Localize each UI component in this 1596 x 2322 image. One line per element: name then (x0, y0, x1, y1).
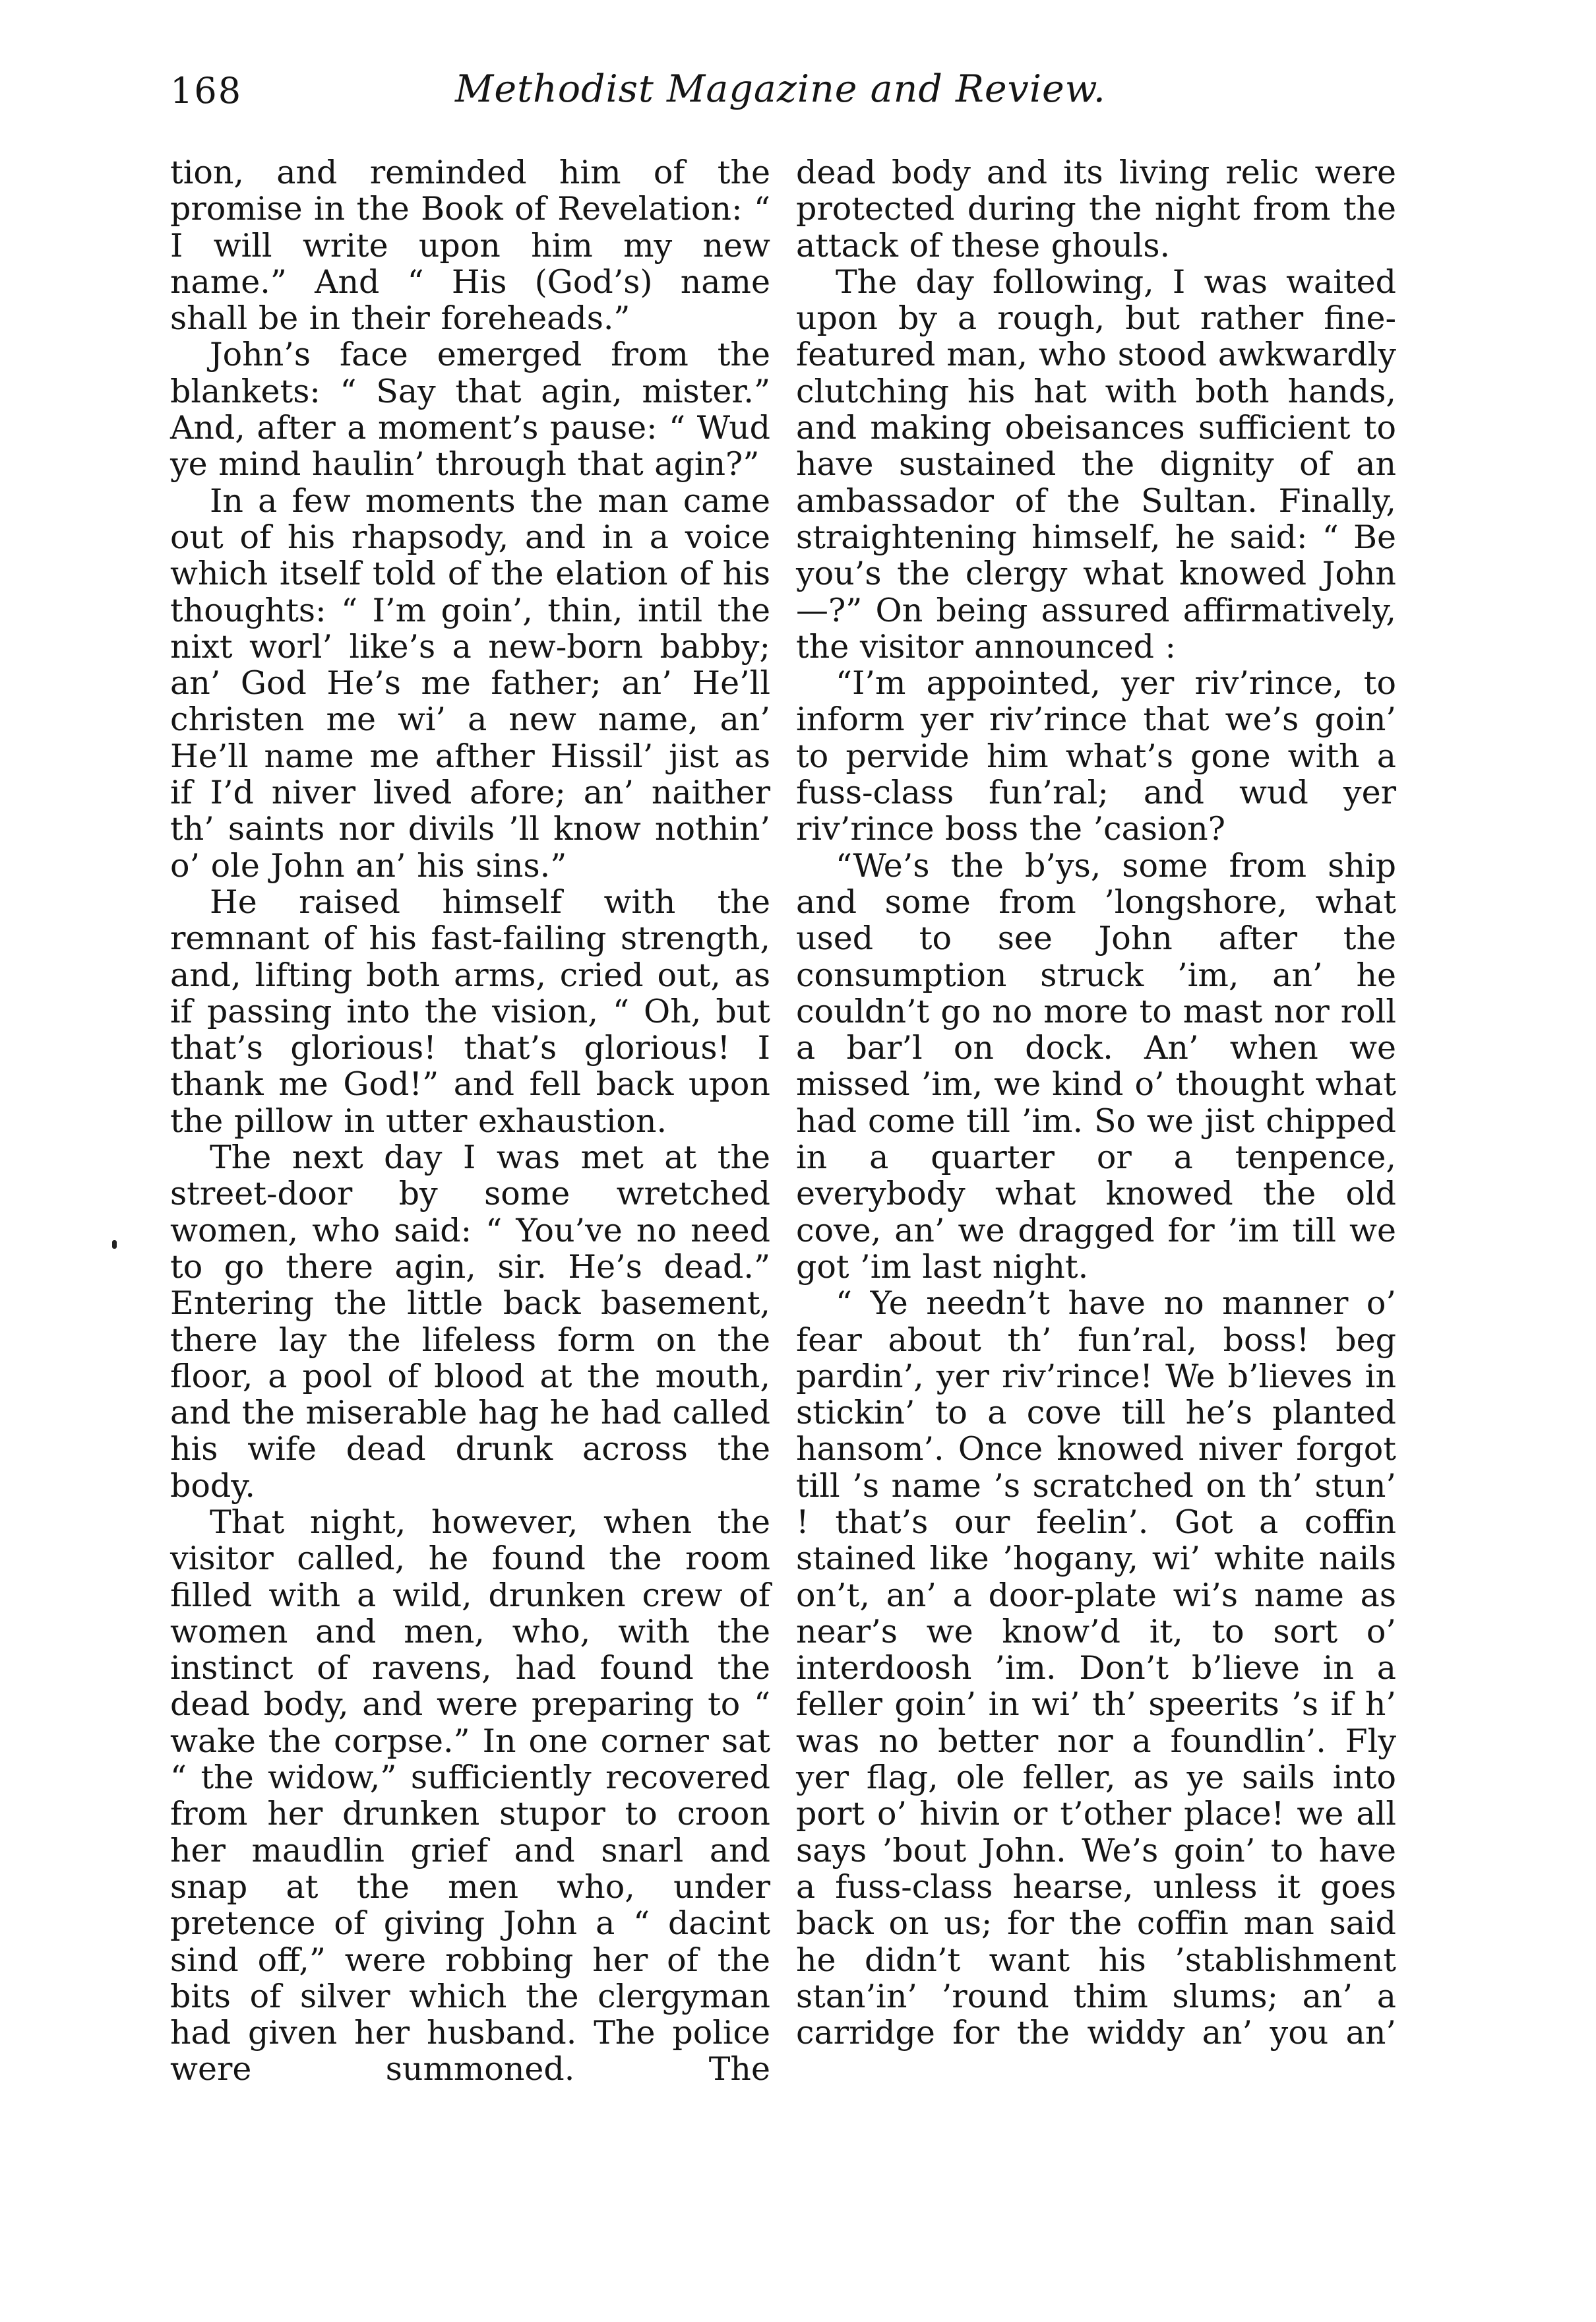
paragraph: “We’s the b’ys, some from ship and some from ’longshore, what used to see John after the consumption struck ’im, an’ he couldn’t go no more to mast nor roll a bar’l on dock. An’ when we missed ’im, we kind o’ thought what had come till ’im. So we jist chipped in a quarter or a tenpence, everybody what knowed the old cove, an’ we dragged for ’im till we got ’im last night. (796, 846, 1396, 1286)
paragraph: dead body and its living relic were protected during the night from the attack of these ghouls. (796, 154, 1396, 265)
page-number: 168 (170, 70, 243, 111)
paragraph: “I’m appointed, yer riv’rince, to inform yer riv’rince that we’s goin’ to pervide him what’s gone with a fuss-class fun’ral; and wud yer riv’rince boss the ’casion? (796, 664, 1396, 848)
paragraph: tion, and reminded him of the promise in the Book of Revelation: “ I will write upon him my new name.” And “ His (God’s) name shall be in their foreheads.” (170, 154, 770, 338)
paragraph: The day following, I was waited upon by a rough, but rather fine-featured man, who stood awkwardly clutching his hat with both hands, and making obeisances sufficient to have sustained the dignity of an ambassador of the Sultan. Finally, straightening himself, he said: “ Be you’s the clergy what knowed John—?” On being assured affirmatively, the visitor announced : (796, 263, 1396, 666)
paragraph: In a few moments the man came out of his rhapsody, and in a voice which itself told of the elation of his thoughts: “ I’m goin’, thin, intil the nixt worl’ like’s a new-born babby; an’ God He’s me father; an’ He’ll christen me wi’ a new name, an’ He’ll name me afther Hissil’ jist as if I’d niver lived afore; an’ naither th’ saints nor divils ’ll know nothin’ o’ ole John an’ his sins.” (170, 482, 770, 885)
left-column (170, 154, 770, 2088)
page-header (0, 66, 1596, 125)
paragraph: “ Ye needn’t have no manner o’ fear about th’ fun’ral, boss! beg pardin’, yer riv’rince! We b’lieves in stickin’ to a cove till he’s planted hansom’. Once knowed niver forgot till ’s name ’s scratched on th’ stun’ ! that’s our feelin’. Got a coffin stained like ’hogany, wi’ white nails on’t, an’ a door-plate wi’s name as near’s we know’d it, to sort o’ interdoosh ’im. Don’t b’lieve in a feller goin’ in wi’ th’ speerits ’s if h’ was no better nor a foundlin’. Fly yer flag, ole feller, as ye sails into port o’ hivin or t’other place! we all says ’bout John. We’s goin’ to have a fuss-class hearse, unless it goes back on us; for the coffin man said he didn’t want his ’stablishment stan’in’ ’round thim slums; an’ a carridge for the widdy an’ you an’ (796, 1284, 1396, 2052)
right-column (796, 154, 1396, 2051)
ink-speck (112, 1240, 117, 1249)
paragraph: The next day I was met at the street-door by some wretched women, who said: “ You’ve no need to go there agin, sir. He’s dead.” Entering the little back basement, there lay the lifeless form on the floor, a pool of blood at the mouth, and the miserable hag he had called his wife dead drunk across the body. (170, 1139, 770, 1505)
paragraph: He raised himself with the remnant of his fast-failing strength, and, lifting both arms, cried out, as if passing into the vision, “ Oh, but that’s glorious! that’s glorious! I thank me God!” and fell back upon the pillow in utter exhaustion. (170, 883, 770, 1140)
paragraph: That night, however, when the visitor called, he found the room filled with a wild, drunken crew of women and men, who, with the instinct of ravens, had found the dead body, and were preparing to “ wake the corpse.” In one corner sat “ the widow,” sufficiently recovered from her drunken stupor to croon her maudlin grief and snarl and snap at the men who, under pretence of giving John a “ dacint sind off,” were robbing her of the bits of silver which the clergyman had given her husband. The police were summoned. The (170, 1503, 770, 2088)
paragraph: John’s face emerged from the blankets: “ Say that agin, mister.” And, after a moment’s pause: “ Wud ye mind haulin’ through that agin?” (170, 336, 770, 484)
running-title: Methodist Magazine and Review. (455, 67, 1106, 111)
